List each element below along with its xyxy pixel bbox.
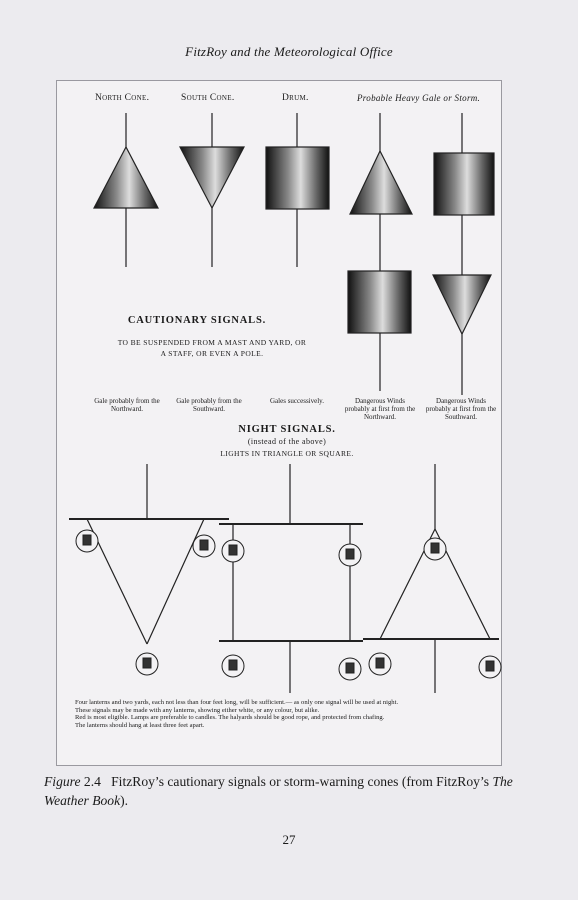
footnote-line: Four lanterns and two yards, each not less than four feet long, will be sufficient.— as only one signal will be used at night. xyxy=(75,699,399,706)
caption-text: FitzRoy’s cautionary signals or storm-warning cones (from FitzRoy’s xyxy=(111,774,490,789)
caption-book-title: The Weather Book xyxy=(44,774,513,808)
running-head: FitzRoy and the Meteorological Office xyxy=(185,44,393,59)
figure-caption xyxy=(44,772,534,810)
label-gales-successively: Gales successively. xyxy=(270,397,324,405)
lantern xyxy=(339,658,361,680)
label-drum: Drum. xyxy=(282,93,309,103)
lantern xyxy=(76,530,98,552)
signals-plate xyxy=(56,80,502,766)
lantern xyxy=(424,538,446,560)
label-south-cone: South Cone. xyxy=(181,93,235,103)
caption-end: ). xyxy=(120,793,129,808)
storm-cone-south xyxy=(433,275,491,334)
lantern xyxy=(339,544,361,566)
page-number: 27 xyxy=(282,832,296,847)
label-dangerous-south: Dangerous Winds probably at first from the Southward. xyxy=(425,397,497,421)
figure-word: Figure xyxy=(44,774,81,789)
storm-drum-right xyxy=(434,153,494,215)
lantern xyxy=(136,653,158,675)
lantern xyxy=(479,656,501,678)
label-gale-south: Gale probably from the Southward. xyxy=(176,397,242,413)
cautionary-title: CAUTIONARY SIGNALS. xyxy=(127,315,267,326)
night-footnote xyxy=(75,699,495,729)
footnote-line: Red is most eligible. Lamps are preferable to candles. The halyards should be good rope, and protected from chafing. xyxy=(75,714,385,722)
cautionary-subtitle-1: TO BE SUSPENDED FROM A MAST AND YARD, OR xyxy=(117,338,307,347)
label-storm: Probable Heavy Gale or Storm. xyxy=(357,93,481,103)
lantern xyxy=(193,535,215,557)
storm-cone-north xyxy=(350,151,412,214)
night-title: NIGHT SIGNALS. xyxy=(238,424,336,435)
lantern xyxy=(222,540,244,562)
south-cone xyxy=(180,147,244,208)
north-cone xyxy=(94,147,158,208)
label-north-cone: North Cone. xyxy=(95,93,150,103)
label-gale-north: Gale probably from the Northward. xyxy=(94,397,160,413)
night-subtitle: (instead of the above) xyxy=(247,437,327,446)
lantern xyxy=(222,655,244,677)
storm-drum-left xyxy=(348,271,411,333)
figure-number: 2.4 xyxy=(83,774,101,789)
footnote-line: These signals may be made with any lanterns, showing either white, or any colour, but alike. xyxy=(75,706,320,714)
cautionary-subtitle-2: A STAFF, OR EVEN A POLE. xyxy=(160,349,264,358)
label-dangerous-north: Dangerous Winds probably at first from the Northward. xyxy=(344,397,416,421)
night-subtitle-2: LIGHTS IN TRIANGLE OR SQUARE. xyxy=(220,449,354,458)
footnote-line: The lanterns should hang at least three feet apart. xyxy=(75,721,205,729)
lantern xyxy=(369,653,391,675)
drum xyxy=(266,147,329,209)
